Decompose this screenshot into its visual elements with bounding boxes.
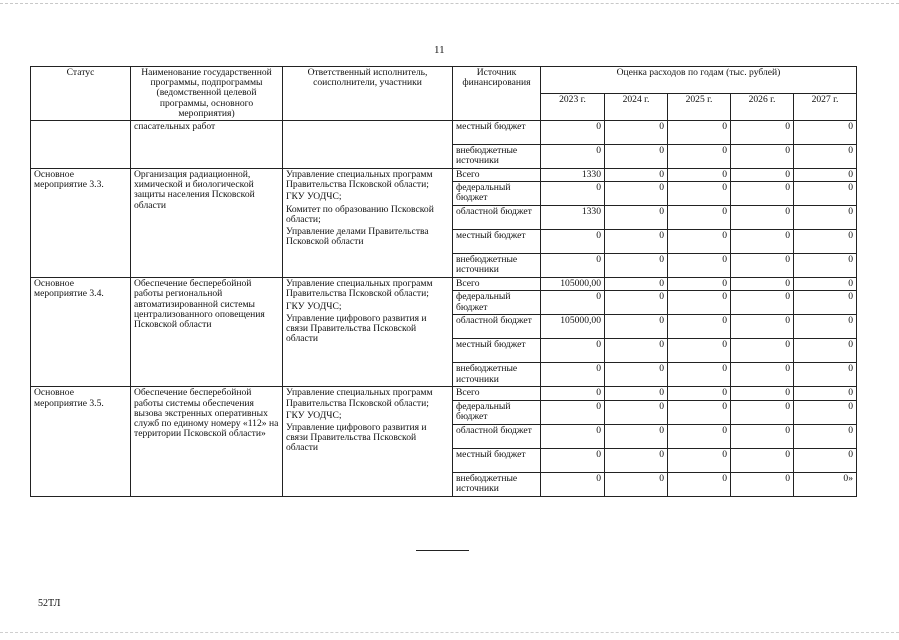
header-year: 2023 г.: [541, 94, 605, 121]
value-cell: 0: [668, 145, 731, 169]
source-cell: Всего: [453, 278, 541, 291]
value-cell: 0: [731, 315, 794, 339]
value-cell: 0: [731, 230, 794, 254]
source-cell: Всего: [453, 387, 541, 400]
value-cell: 0: [668, 254, 731, 278]
value-cell: 1330: [541, 206, 605, 230]
value-cell: 0: [605, 400, 668, 424]
source-cell: внебюджетные источники: [453, 363, 541, 387]
value-cell: 0: [541, 145, 605, 169]
value-cell: 0: [731, 169, 794, 182]
value-cell: 0: [794, 145, 857, 169]
value-cell: 105000,00: [541, 278, 605, 291]
value-cell: 0: [668, 315, 731, 339]
value-cell: 0: [794, 363, 857, 387]
value-cell: 0: [541, 254, 605, 278]
table-header: [31, 67, 857, 121]
value-cell: 0: [541, 387, 605, 400]
source-cell: федеральный бюджет: [453, 400, 541, 424]
source-cell: Всего: [453, 169, 541, 182]
executor-cell: [283, 169, 453, 278]
header-year: 2027 г.: [794, 94, 857, 121]
status-cell: Основное мероприятие 3.5.: [31, 387, 131, 496]
value-cell: 0: [794, 206, 857, 230]
value-cell: 0: [668, 363, 731, 387]
executor-cell: [283, 278, 453, 387]
value-cell: 0: [668, 169, 731, 182]
value-cell: 0: [668, 230, 731, 254]
value-cell: 0: [541, 472, 605, 496]
value-cell: 0: [541, 363, 605, 387]
value-cell: 0: [668, 278, 731, 291]
source-cell: внебюджетные источники: [453, 254, 541, 278]
value-cell: 0: [668, 387, 731, 400]
executor-line: ГКУ УОДЧС;: [286, 300, 342, 312]
scan-edge-top: [0, 3, 899, 4]
value-cell: 0: [731, 339, 794, 363]
value-cell: 0: [605, 315, 668, 339]
value-cell: 1330: [541, 169, 605, 182]
value-cell: 0: [794, 182, 857, 206]
value-cell: 0: [794, 278, 857, 291]
footer-code: 52ТЛ: [38, 598, 61, 609]
end-divider: [416, 550, 469, 551]
value-cell: 0: [731, 121, 794, 145]
name-cell: Организация радиационной, химической и биологической защиты населения Псковской области: [131, 169, 283, 278]
value-cell: 0: [605, 254, 668, 278]
value-cell: 0: [731, 400, 794, 424]
header-name: Наименование государственной программы, подпрограммы (ведомственной целевой программы, основного мероприятия): [131, 67, 283, 121]
executor-line: Управление специальных программ Правительства Псковской области;: [286, 387, 433, 409]
executor-line: Комитет по образованию Псковской области;: [286, 203, 434, 225]
executor-cell: [283, 121, 453, 169]
value-cell: 0: [668, 206, 731, 230]
value-cell: 0: [605, 448, 668, 472]
value-cell: 0: [794, 254, 857, 278]
value-cell: 0: [541, 448, 605, 472]
source-cell: местный бюджет: [453, 121, 541, 145]
value-cell: 0: [605, 182, 668, 206]
value-cell: 0: [605, 339, 668, 363]
value-cell: 0: [731, 363, 794, 387]
value-cell: 0: [541, 182, 605, 206]
value-cell: 0»: [794, 472, 857, 496]
value-cell: 0: [731, 291, 794, 315]
executor-cell: [283, 387, 453, 496]
value-cell: 0: [668, 424, 731, 448]
table-body: [31, 121, 857, 497]
value-cell: 0: [605, 206, 668, 230]
source-cell: областной бюджет: [453, 424, 541, 448]
source-cell: внебюджетные источники: [453, 145, 541, 169]
source-cell: местный бюджет: [453, 230, 541, 254]
header-executor: Ответственный исполнитель, соисполнители, участники: [283, 67, 453, 121]
value-cell: 0: [668, 448, 731, 472]
value-cell: 0: [731, 472, 794, 496]
value-cell: 0: [794, 387, 857, 400]
value-cell: 0: [794, 400, 857, 424]
status-cell: Основное мероприятие 3.3.: [31, 169, 131, 278]
source-cell: внебюджетные источники: [453, 472, 541, 496]
value-cell: 0: [794, 424, 857, 448]
value-cell: 0: [668, 291, 731, 315]
scan-edge-bottom: [0, 632, 899, 633]
value-cell: 0: [794, 230, 857, 254]
header-year: 2025 г.: [668, 94, 731, 121]
value-cell: 0: [731, 206, 794, 230]
value-cell: 0: [605, 387, 668, 400]
executor-line: Управление цифрового развития и связи Правительства Псковской области: [286, 422, 427, 454]
source-cell: местный бюджет: [453, 339, 541, 363]
header-year: 2024 г.: [605, 94, 668, 121]
source-cell: федеральный бюджет: [453, 182, 541, 206]
value-cell: 0: [605, 291, 668, 315]
value-cell: 0: [731, 254, 794, 278]
value-cell: 0: [794, 448, 857, 472]
table-row: [31, 278, 857, 291]
value-cell: 0: [605, 230, 668, 254]
value-cell: 0: [541, 121, 605, 145]
value-cell: 0: [794, 121, 857, 145]
value-cell: 0: [668, 472, 731, 496]
executor-line: Управление делами Правительства Псковской области: [286, 226, 429, 248]
value-cell: 0: [731, 145, 794, 169]
source-cell: областной бюджет: [453, 315, 541, 339]
value-cell: 0: [605, 121, 668, 145]
value-cell: 0: [668, 121, 731, 145]
value-cell: 0: [541, 339, 605, 363]
value-cell: 0: [605, 472, 668, 496]
name-cell: Обеспечение бесперебойной работы системы обеспечения вызова экстренных оперативных служб по единому номеру «112» на территории Псковской области»: [131, 387, 283, 496]
value-cell: 0: [731, 387, 794, 400]
value-cell: 0: [605, 169, 668, 182]
header-year: 2026 г.: [731, 94, 794, 121]
executor-line: ГКУ УОДЧС;: [286, 191, 342, 203]
value-cell: 105000,00: [541, 315, 605, 339]
header-status: Статус: [31, 67, 131, 121]
table-row: [31, 387, 857, 400]
executor-line: Управление цифрового развития и связи Правительства Псковской области: [286, 312, 427, 345]
table-row: [31, 121, 857, 145]
value-cell: 0: [668, 400, 731, 424]
source-cell: местный бюджет: [453, 448, 541, 472]
value-cell: 0: [794, 291, 857, 315]
value-cell: 0: [605, 424, 668, 448]
value-cell: 0: [605, 278, 668, 291]
page-number: 11: [434, 44, 445, 56]
source-cell: федеральный бюджет: [453, 291, 541, 315]
header-source: Источник финансирования: [453, 67, 541, 121]
table-row: [31, 169, 857, 182]
status-cell: [31, 121, 131, 169]
value-cell: 0: [605, 145, 668, 169]
value-cell: 0: [731, 448, 794, 472]
value-cell: 0: [541, 291, 605, 315]
value-cell: 0: [794, 169, 857, 182]
value-cell: 0: [668, 339, 731, 363]
value-cell: 0: [605, 363, 668, 387]
header-estimate: Оценка расходов по годам (тыс. рублей): [541, 67, 857, 94]
name-cell: спасательных работ: [131, 121, 283, 169]
status-cell: Основное мероприятие 3.4.: [31, 278, 131, 387]
value-cell: 0: [668, 182, 731, 206]
value-cell: 0: [731, 182, 794, 206]
budget-table: [30, 66, 857, 497]
value-cell: 0: [541, 424, 605, 448]
value-cell: 0: [731, 424, 794, 448]
value-cell: 0: [731, 278, 794, 291]
source-cell: областной бюджет: [453, 206, 541, 230]
executor-line: ГКУ УОДЧС;: [286, 409, 342, 421]
executor-line: Управление специальных программ Правительства Псковской области;: [286, 278, 433, 300]
executor-line: Управление специальных программ Правительства Псковской области;: [286, 169, 433, 191]
value-cell: 0: [541, 400, 605, 424]
value-cell: 0: [541, 230, 605, 254]
name-cell: Обеспечение бесперебойной работы региональной автоматизированной системы централизованного оповещения Псковской области: [131, 278, 283, 387]
value-cell: 0: [794, 315, 857, 339]
value-cell: 0: [794, 339, 857, 363]
